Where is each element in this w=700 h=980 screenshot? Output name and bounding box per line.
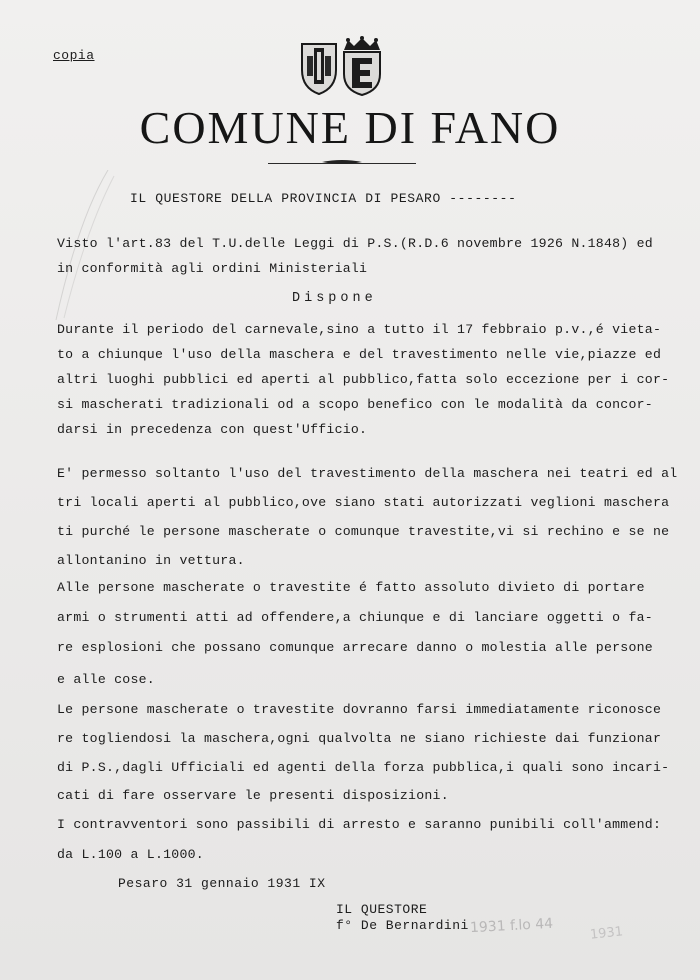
divider-ornament-icon (322, 159, 362, 165)
pencil-archive-note-2: 1931 (589, 924, 624, 943)
paragraph5-line: da L.100 a L.1000. (57, 847, 204, 862)
date-line: Pesaro 31 gennaio 1931 IX (118, 876, 326, 891)
signature-name: f° De Bernardini (336, 918, 469, 933)
issuer-heading (130, 191, 516, 206)
paragraph5-line: I contravventori sono passibili di arresto e saranno punibili coll'ammend: (57, 817, 662, 832)
paragraph1-line: to a chiunque l'uso della maschera e del travestimento nelle vie,piazze ed (57, 347, 662, 362)
signature-title: IL QUESTORE (336, 902, 428, 917)
paragraph2-line: ti purché le persone mascherate o comunque travestite,vi si rechino e se ne (57, 524, 670, 539)
city-coat-of-arms-icon (298, 36, 388, 96)
paragraph3-line: e alle cose. (57, 672, 155, 687)
paragraph3-line: Alle persone mascherate o travestite é fatto assoluto divieto di portare (57, 580, 645, 595)
paragraph4-line: di P.S.,dagli Ufficiali ed agenti della forza pubblica,i quali sono incari- (57, 760, 670, 775)
issuer-heading-dashes: -------- (449, 191, 517, 206)
paragraph1-line: altri luoghi pubblici ed aperti al pubblico,fatta solo eccezione per i cor- (57, 372, 670, 387)
paragraph4-line: cati di fare osservare le presenti disposizioni. (57, 788, 449, 803)
paragraph2-line: E' permesso soltanto l'uso del travestimento della maschera nei teatri ed al (57, 466, 678, 481)
intro-line-1: Visto l'art.83 del T.U.delle Leggi di P.S.(R.D.6 novembre 1926 N.1848) ed (57, 236, 653, 251)
paragraph2-line: allontanino in vettura. (57, 553, 245, 568)
paragraph1-line: si mascherati tradizionali od a scopo benefico con le modalità da concor- (57, 397, 653, 412)
paragraph3-line: re esplosioni che possano comunque arrecare danno o molestia alle persone (57, 640, 653, 655)
page-title: COMUNE DI FANO (139, 102, 561, 153)
copy-label: copia (53, 48, 95, 63)
paragraph2-line: tri locali aperti al pubblico,ove siano stati autorizzati veglioni maschera (57, 495, 670, 510)
paragraph4-line: Le persone mascherate o travestite dovranno farsi immediatamente riconosce (57, 702, 662, 717)
pencil-archive-note: 1931 f.lo 44 (469, 915, 554, 937)
intro-line-2: in conformità agli ordini Ministeriali (57, 261, 368, 276)
issuer-heading-text: IL QUESTORE DELLA PROVINCIA DI PESARO (130, 191, 441, 206)
paragraph1-line: Durante il periodo del carnevale,sino a tutto il 17 febbraio p.v.,é vieta- (57, 322, 662, 337)
dispone-heading: Dispone (292, 291, 377, 306)
paragraph1-line: darsi in precedenza con quest'Ufficio. (57, 422, 368, 437)
paragraph3-line: armi o strumenti atti ad offendere,a chiunque e di lanciare oggetti o fa- (57, 610, 653, 625)
paragraph4-line: re togliendosi la maschera,ogni qualvolta ne siano richieste dai funzionar (57, 731, 662, 746)
